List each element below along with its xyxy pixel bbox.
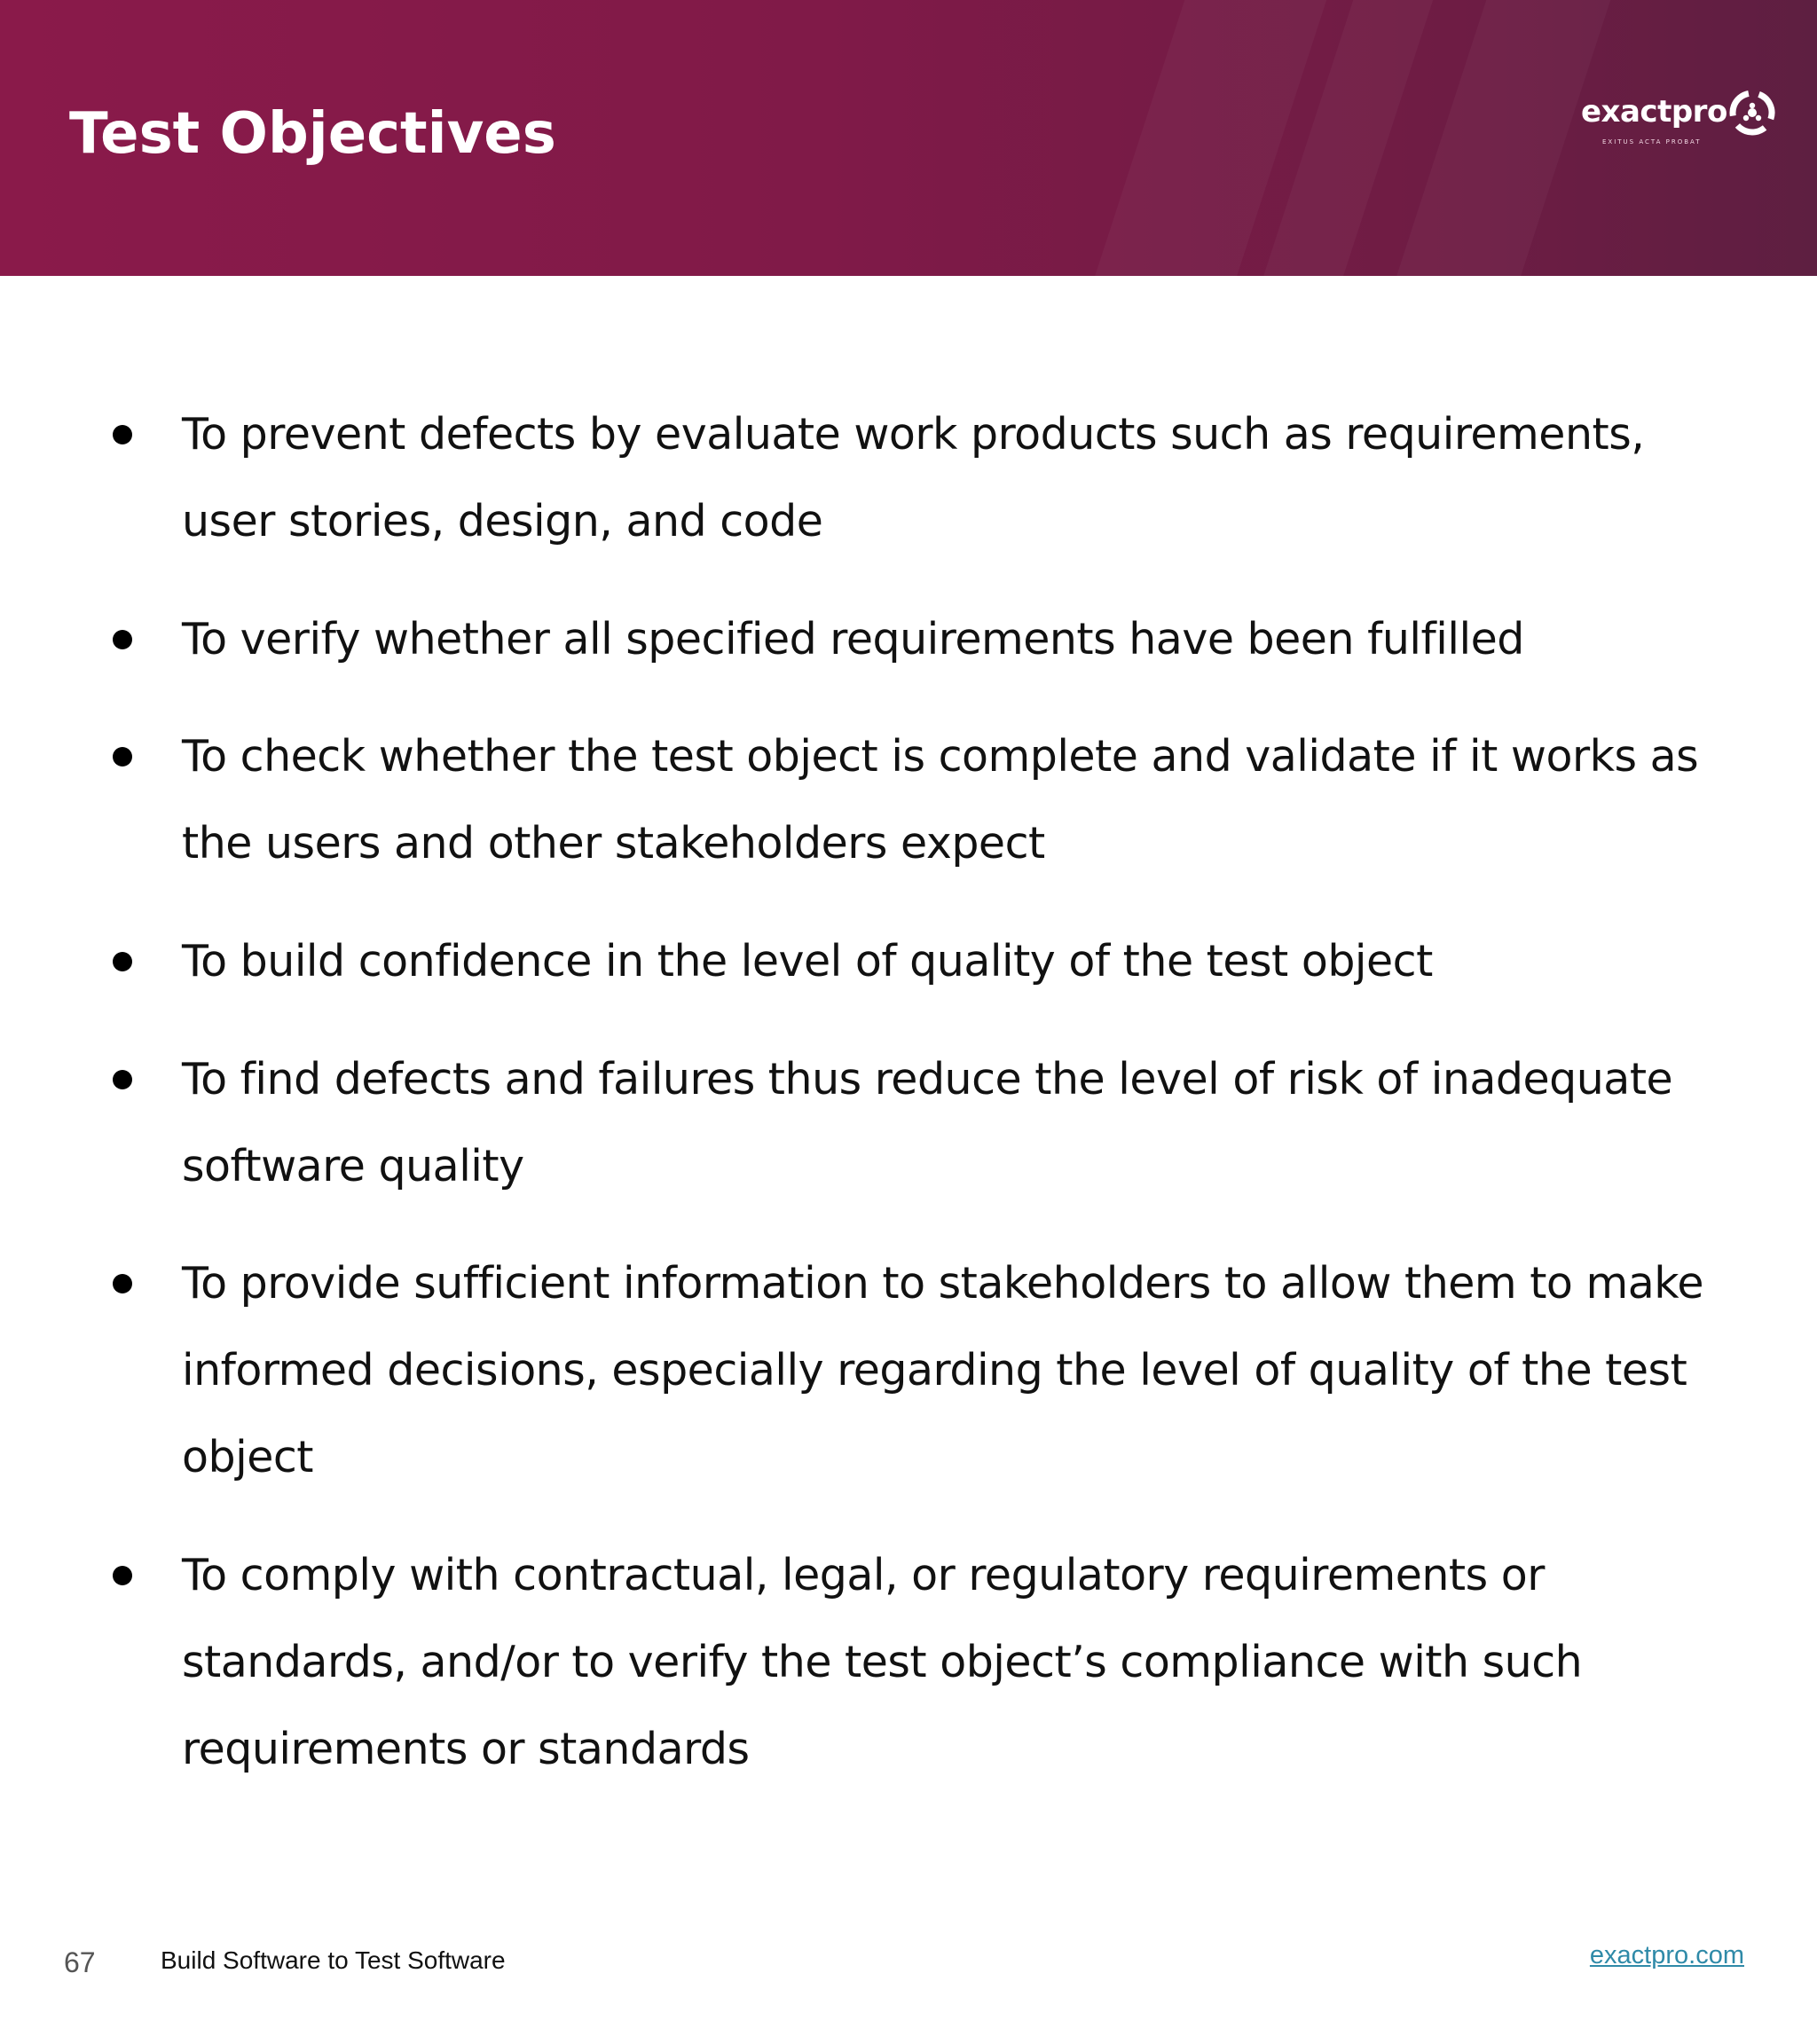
objective-text: To prevent defects by evaluate work products such as requirements, user stories, design, and code	[182, 409, 1645, 546]
slide-title: Test Objectives	[69, 101, 556, 167]
bullet-dot-icon	[113, 1274, 132, 1293]
bullet-dot-icon	[113, 747, 132, 766]
page-number: 67	[64, 1946, 96, 1978]
objective-text: To provide sufficient information to stakeholders to allow them to make informed decisions, especially regarding the level of quality of the test object	[182, 1258, 1704, 1482]
website-link[interactable]: exactpro.com	[1589, 1941, 1744, 1969]
footer-title: Build Software to Test Software	[161, 1946, 506, 1974]
objective-text: To check whether the test object is complete and validate if it works as the users and other stakeholders expect	[182, 731, 1699, 869]
bullet-dot-icon	[113, 1566, 132, 1585]
objective-text: To comply with contractual, legal, or regulatory requirements or standards, and/or to verify the test object’s compliance with such requirements or standards	[182, 1550, 1583, 1774]
bullet-dot-icon	[113, 1070, 132, 1089]
bullet-dot-icon	[113, 952, 132, 971]
bullet-dot-icon	[113, 425, 132, 444]
objective-text: To find defects and failures thus reduce the level of risk of inadequate software quality	[182, 1054, 1673, 1191]
objective-text: To verify whether all specified requirements have been fulfilled	[182, 614, 1524, 664]
objective-text: To build confidence in the level of quality of the test object	[182, 936, 1433, 987]
bullet-dot-icon	[113, 630, 132, 649]
logo-tagline: EXITUS ACTA PROBAT	[1602, 138, 1702, 145]
logo-wordmark: exactpro	[1581, 94, 1727, 130]
